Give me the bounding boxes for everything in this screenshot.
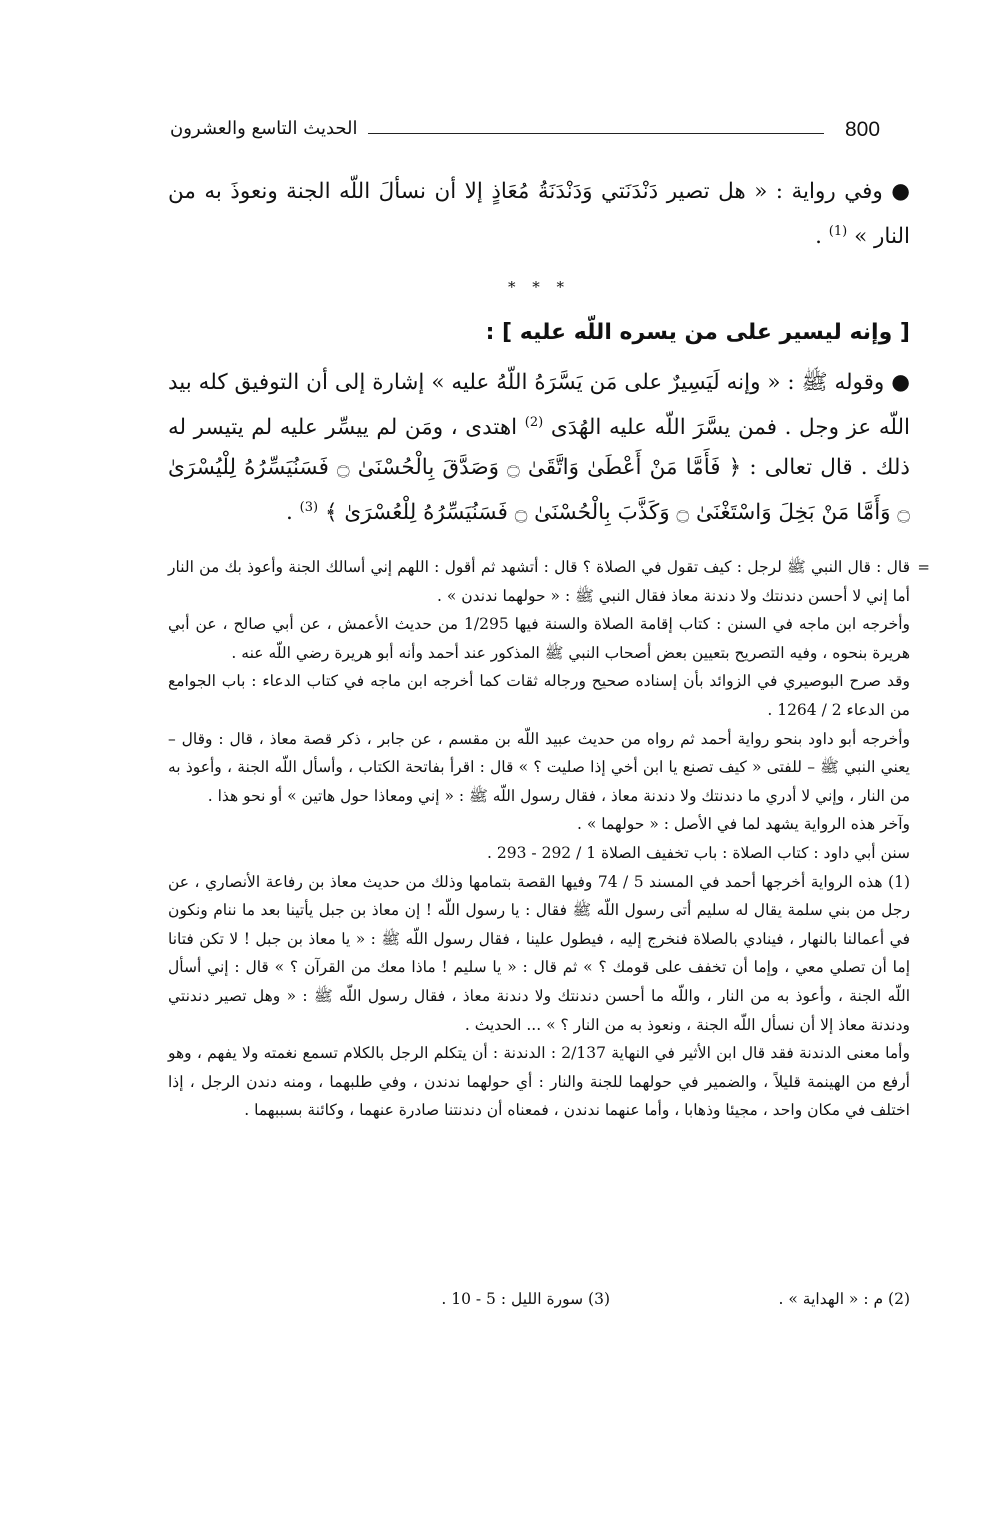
footnote-3: (3) سورة الليل : 5 - 10 . <box>441 1290 610 1308</box>
paragraph-text: ● وفي رواية : « هل تصير دَنْدَنَتي وَدَنْدَنَةُ مُعَاذٍ إلا أن نسألَ اللّه الجنة ونعوذَ به من النار » <box>168 179 910 250</box>
paragraph-commentary <box>168 363 910 533</box>
footnote-paragraph: قال : قال النبي ﷺ لرجل : كيف تقول في الصلاة ؟ قال : أتشهد ثم أقول : اللهم إني أسالك الجنة وأعوذ بك من النار أما إني لا أحسن دندنتك ولا دندنة معاذ فقال النبي ﷺ : « حولهما ندندن » . <box>168 558 910 605</box>
running-title: الحديث التاسع والعشرون <box>170 118 358 139</box>
quran-verse: ﴿ فَأَمَّا مَنْ أَعْطَىٰ وَاتَّقَىٰ ۝ وَصَدَّقَ بِالْحُسْنَىٰ ۝ فَسَنُيَسِّرُهُ لِلْيُسْرَىٰ ۝ وَأَمَّا مَنْ بَخِلَ وَاسْتَغْنَىٰ ۝ وَكَذَّبَ بِالْحُسْنَىٰ ۝ فَسَنُيَسِّرُهُ لِلْعُسْرَىٰ ﴾ <box>168 455 910 526</box>
footnote-paragraph: وأخرجه أبو داود بنحو رواية أحمد ثم رواه من حديث عبيد اللّه بن مقسم ، عن جابر ، ذكر قصة معاذ ، قال : وقال – يعني النبي ﷺ – للفتى « كيف تصنع يا ابن أخي إذا صليت ؟ » قال : اقرأ بفاتحة الكتاب ، وأسأل اللّه الجنة ، وأعوذ به من النار ، وإني لا أدري ما دندنتك ولا دندنة معاذ ، فقال رسول اللّه ﷺ : « إني ومعاذا حول هاتين » أو نحو هذا . <box>168 729 910 805</box>
footnote-ref-1: (1) <box>828 224 848 239</box>
footnote-paragraph: وأما معنى الدندنة فقد قال ابن الأثير في النهاية 2/137 : الدندنة : أن يتكلم الرجل بالكلام تسمع نغمته ولا يفهم ، وهو أرفع من الهينمة قليلاً ، والضمير في حولهما للجنة والنار : أي حولهما ندندن ، وفي طلبهما ، ومنه دندن الرجل ، إذا اختلف في مكان واحد ، مجيئا وذهابا ، وأما عنهما ندندن ، فمعناه أن دندنتنا صادرة عنهما ، وكائنة بسببهما . <box>168 1044 910 1120</box>
paragraph-text: ● وقوله ﷺ : « وإنه لَيَسِيرٌ على مَن يَسَّرَهُ اللّهُ عليه » إشارة إلى أن التوفيق كله بيد اللّه عز وجل . فمن يسَّرَ اللّه عليه الهُدَى <box>168 370 910 441</box>
paragraph-riwaya <box>168 172 910 257</box>
footnote-paragraph: وقد صرح البوصيري في الزوائد بأن إسناده صحيح ورجاله ثقات كما أخرجه ابن ماجه في كتاب الدعاء : باب الجوامع من الدعاء 2 / 1264 . <box>168 672 910 719</box>
page-number: 800 <box>845 118 881 141</box>
footnote-paragraph: سنن أبي داود : كتاب الصلاة : باب تخفيف الصلاة 1 / 292 - 293 . <box>487 843 910 862</box>
main-text <box>168 172 910 533</box>
footnote-paragraph: وأخرجه ابن ماجه في السنن : كتاب إقامة الصلاة والسنة فيها 1/295 من حديث الأعمش ، عن أبي صالح ، عن أبي هريرة بنحوه ، وفيه التصريح بتعيين بعض أصحاب النبي ﷺ المذكور عند أحمد وأنه أبو هريرة رضي اللّه عنه . <box>168 615 910 662</box>
footnote-2: (2) م : « الهداية » . <box>778 1290 910 1308</box>
page-header <box>170 112 908 152</box>
footnotes <box>168 553 930 1125</box>
paragraph-end: . <box>815 224 822 250</box>
footnote-ref-2: (2) <box>524 415 544 431</box>
section-separator: * * * <box>507 278 571 297</box>
footnote-row <box>168 1290 910 1320</box>
header-rule <box>368 133 824 134</box>
footnote-ref-3: (3) <box>299 500 319 516</box>
footnote-1: (1) هذه الرواية أخرجها أحمد في المسند 5 / 74 وفيها القصة بتمامها وذلك من حديث معاذ بن رفاعة الأنصاري ، عن رجل من بني سلمة يقال له سليم أتى رسول اللّه ﷺ فقال : يا رسول اللّه ! إن معاذ بن جبل يأتينا بعد ما ننام ونكون في أعمالنا بالنهار ، فينادي بالصلاة فنخرج إليه ، فيطول علينا ، فقال رسول اللّه ﷺ : « يا معاذ بن جبل ! لا تكن فتانا إما أن تصلي معي ، وإما أن تخفف على قومك ؟ » ثم قال : « يا سليم ! ماذا معك من القرآن ؟ » قال : إني أسأل اللّه الجنة ، وأعوذ به من النار ، واللّه ما أحسن دندنتك ولا دندنة معاذ ، فقال رسول اللّه ﷺ : « وهل تصير دندنتي ودندنة معاذ إلا أن نسأل اللّه الجنة ، ونعوذ به من النار ؟ » ... الحديث . <box>168 872 911 1034</box>
footnote-paragraph: وآخر هذه الرواية يشهد لما في الأصل : « حولهما » . <box>576 815 910 834</box>
paragraph-text-cont: اهتدى ، ومَن لم ييسِّر عليه لم يتيسر له ذلك . قال تعالى : <box>168 415 911 481</box>
section-heading: [ وإنه ليسير على من يسره اللّه عليه ] : <box>485 320 910 346</box>
continuation-mark: = <box>917 558 930 576</box>
paragraph-end: . <box>285 500 293 526</box>
